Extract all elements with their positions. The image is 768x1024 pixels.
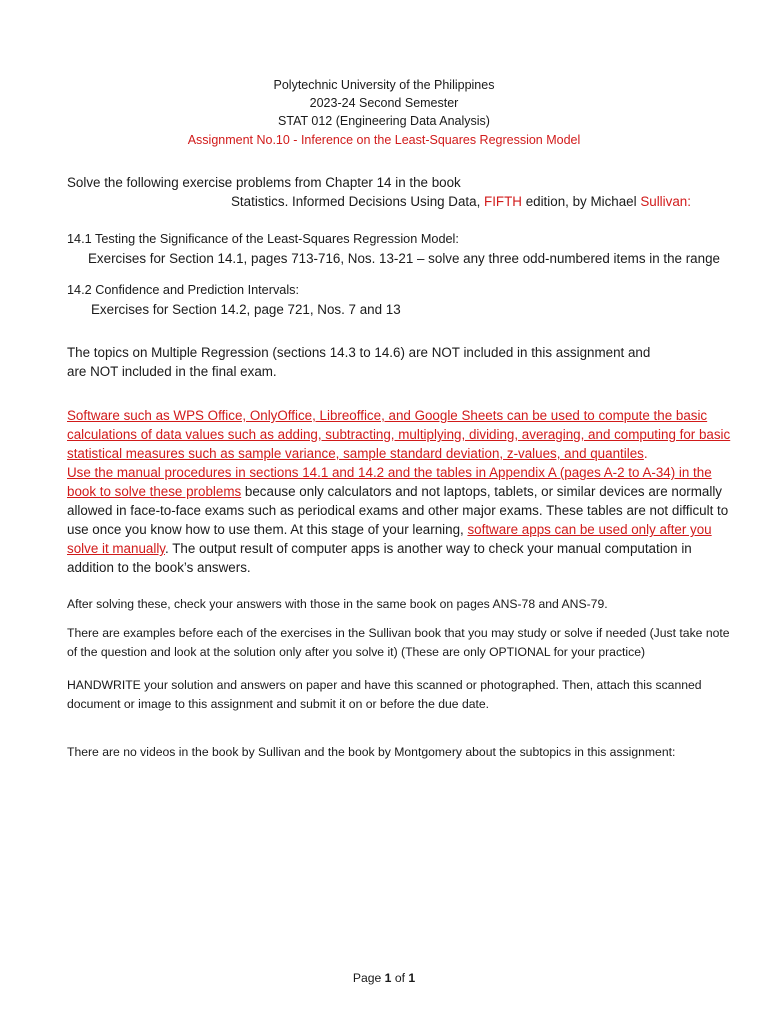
section-14-2-title: 14.2 Confidence and Prediction Intervals: [67,283,300,297]
page-word: Page [352,971,385,985]
calculator-note: because only calculators and not laptops, tablets, or similar devices are normally allowed in face-to-face exams such as periodical exams and other major exams. These tables are not difficult to use once you know how to use them. At this stage of your learning, [67,484,729,537]
videos-note: There are no videos in the book by Sullivan and the book by Montgomery about the subtopics in this assignment: [67,745,676,759]
manual-procedures-note: Use the manual procedures in sections 14.1 and 14.2 and the tables in Appendix A (pages A-2 to A-34) in the book to solve these problems [67,465,712,499]
software-tools-note: Software such as WPS Office, OnlyOffice, Libreoffice, and Google Sheets can be used to compute the basic calculations of data values such as adding, subtracting, multiplying, dividing, averaging, and computing for basic statistical measures such as sample variance, sample standard deviation, z-values, and quantiles [67,408,731,461]
intro-line: Solve the following exercise problems from Chapter 14 in the book [67,175,461,190]
document-header [0,76,768,149]
software-after-manual-note: software apps can be used only after you solve it manually [67,522,712,556]
page-footer [0,971,768,985]
assignment-title: Assignment No.10 - Inference on the Least-Squares Regression Model [187,132,581,147]
section-14-2 [67,281,737,319]
topics-note: The topics on Multiple Regression (sections 14.3 to 14.6) are NOT included in this assignment and are NOT included in the final exam. [67,345,651,379]
intro-paragraph [67,173,737,211]
output-check-note: . The output result of computer apps is another way to check your manual computation in addition to the book’s answers. [67,541,692,575]
book-author: Sullivan: [640,194,691,209]
software-period: . [643,446,648,461]
course-label: STAT 012 (Engineering Data Analysis) [278,114,490,129]
of-word: of [391,971,409,985]
book-title: Statistics. Informed Decisions Using Data, [231,194,485,209]
examples-note: There are examples before each of the exercises in the Sullivan book that you may study or solve if needed (Just take note of the question and look at the solution only after you solve it) (These are only OPTIONAL for your practice) [67,626,730,659]
semester-label: 2023-24 Second Semester [309,96,459,111]
section-14-2-exercises: Exercises for Section 14.2, page 721, Nos. 7 and 13 [91,302,401,317]
book-edition-suffix: edition, by Michael [521,194,641,209]
handwrite-note: HANDWRITE your solution and answers on paper and have this scanned or photographed. Then, attach this scanned document or image to this assignment and submit it on or before the due date. [67,678,702,711]
current-page: 1 [384,971,392,985]
university-name: Polytechnic University of the Philippines [273,78,495,92]
section-14-1 [67,230,737,268]
software-paragraph [67,406,735,577]
section-14-1-exercises: Exercises for Section 14.1, pages 713-716, Nos. 13-21 – solve any three odd-numbered items in the range [88,251,720,266]
check-answers-note: After solving these, check your answers with those in the same book on pages ANS-78 and ANS-79. [67,597,608,611]
section-14-1-title: 14.1 Testing the Significance of the Least-Squares Regression Model: [67,232,459,246]
book-edition: FIFTH [484,194,522,209]
book-reference [67,192,737,211]
total-pages: 1 [408,971,416,985]
